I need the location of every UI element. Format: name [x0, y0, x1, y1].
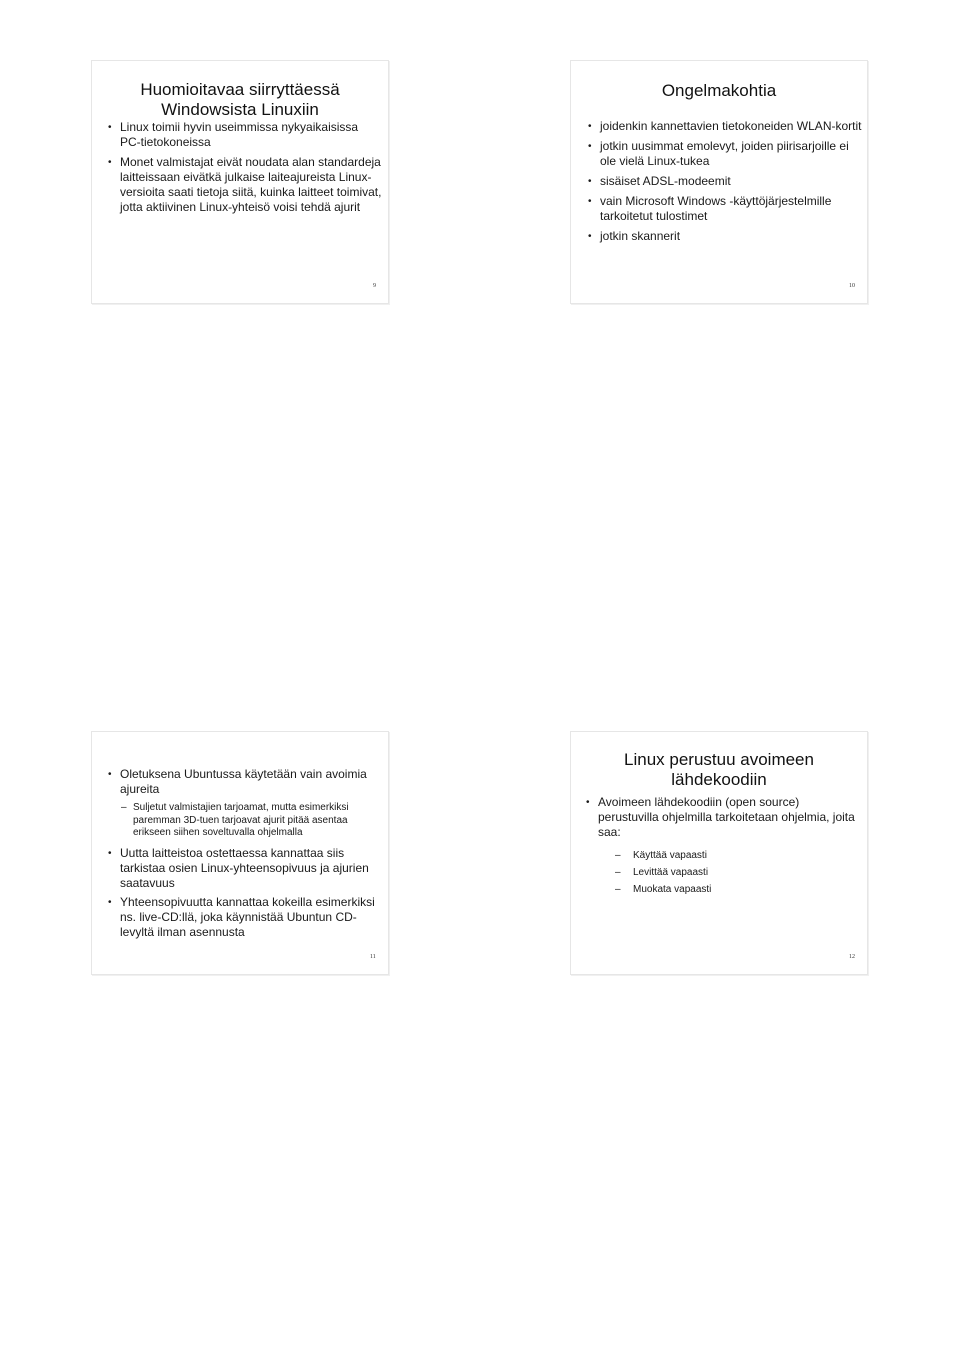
- bullet-list: [107, 767, 382, 944]
- page-number: 10: [849, 283, 855, 289]
- title-line-2: lähdekoodiin: [671, 770, 767, 789]
- bullet-list: [107, 120, 382, 220]
- sub-list-item: – Suljetut valmistajien tarjoamat, mutta esimerkiksi paremman 3D-tuen tarjoavat ajurit pitää asentaa erikseen siihen soveltuvalla ohjelmalla: [121, 802, 349, 838]
- bullet-icon: •: [588, 121, 592, 132]
- list-item: • vain Microsoft Windows -käyttöjärjestelmille tarkoitetut tulostimet: [588, 194, 832, 223]
- dash-icon: –: [121, 802, 127, 813]
- bullet-list: [585, 795, 860, 904]
- sub-list-item: – Levittää vapaasti: [598, 864, 860, 881]
- title-line-1: Linux perustuu avoimeen: [624, 750, 814, 769]
- bullet-icon: •: [108, 896, 112, 908]
- list-item: • Linux toimii hyvin useimmissa nykyaikaisissa PC-tietokoneissa: [108, 120, 359, 149]
- slide-title: [571, 750, 867, 790]
- dash-icon: –: [615, 850, 621, 861]
- list-item: • Uutta laitteistoa ostettaessa kannattaa siis tarkistaa osien Linux-yhteensopivuus ja ajurien saatavuus: [108, 845, 369, 890]
- bullet-icon: •: [588, 176, 592, 187]
- page-number: 9: [373, 283, 376, 289]
- slide-11: [91, 731, 389, 975]
- bullet-list: [587, 119, 862, 249]
- bullet-icon: •: [588, 196, 592, 207]
- list-item: • Yhteensopivuutta kannattaa kokeilla esimerkiksi ns. live-CD:llä, joka käynnistää Ubuntun CD-levyltä ilman asennusta: [108, 894, 375, 939]
- list-item: • Oletuksena Ubuntussa käytetään vain avoimia ajureita – Suljetut valmistajien tarjoamat, mutta esimerkiksi paremman 3D-tuen tarjoavat ajurit pitää asentaa erikseen siihen soveltuvalla ohjelmalla: [107, 767, 382, 840]
- sub-bullet-list: [120, 802, 382, 840]
- title-line-1: Huomioitavaa siirryttäessä: [140, 80, 340, 99]
- bullet-icon: •: [108, 847, 112, 859]
- dash-icon: –: [615, 884, 621, 895]
- title-line-2: Windowsista Linuxiin: [161, 100, 319, 119]
- bullet-icon: •: [588, 231, 592, 242]
- list-item: • Monet valmistajat eivät noudata alan standardeja laitteissaan eivätkä julkaise laiteajureista Linux-versioita saati tietoja siitä, kuinka laitteet toimivat, jotta aktiivinen Linux-yhteisö voisi tehdä ajurit: [108, 155, 382, 214]
- page-number: 11: [370, 954, 376, 960]
- slide-10: [570, 60, 868, 304]
- slide-12: [570, 731, 868, 975]
- slide-title: Ongelmakohtia: [661, 81, 777, 100]
- dash-icon: –: [615, 867, 621, 878]
- list-item: • Avoimeen lähdekoodiin (open source) perustuvilla ohjelmilla tarkoitetaan ohjelmia, joita saa: – Käyttää vapaasti – Levittää vapaasti – Muokata vapaasti: [585, 795, 860, 898]
- sub-list-item: – Käyttää vapaasti: [598, 847, 860, 864]
- bullet-icon: •: [108, 157, 112, 168]
- list-item: • joidenkin kannettavien tietokoneiden WLAN-kortit: [588, 119, 862, 133]
- list-item: • jotkin skannerit: [588, 229, 681, 243]
- bullet-icon: •: [108, 122, 112, 133]
- page-number: 12: [849, 954, 855, 960]
- bullet-icon: •: [108, 769, 112, 780]
- sub-bullet-list: [598, 847, 860, 898]
- bullet-icon: •: [586, 797, 590, 808]
- list-item: • sisäiset ADSL-modeemit: [588, 174, 731, 188]
- bullet-icon: •: [588, 141, 592, 152]
- list-item: • jotkin uusimmat emolevyt, joiden piirisarjoille ei ole vielä Linux-tukea: [588, 139, 849, 168]
- sub-list-item: – Muokata vapaasti: [598, 881, 860, 898]
- slide-9: [91, 60, 389, 304]
- slide-title: [92, 80, 388, 120]
